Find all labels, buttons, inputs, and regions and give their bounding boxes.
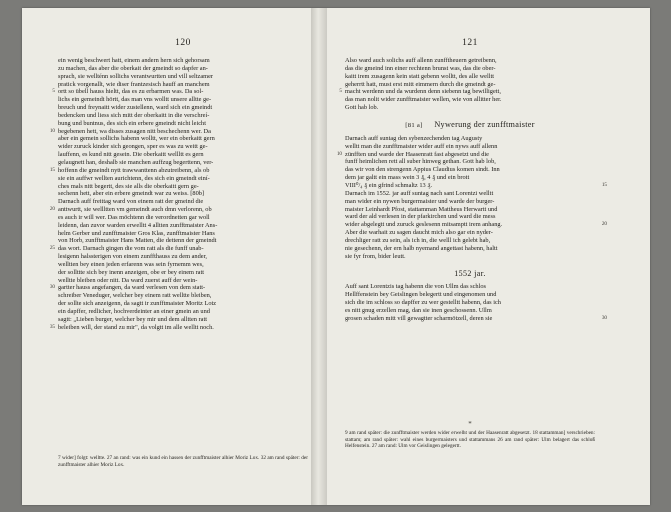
line-text: VIII⁰/₄ ₰ ein gfrind schmaltz 13 ₰. xyxy=(345,181,433,189)
text-line xyxy=(58,316,308,324)
text-line xyxy=(345,190,595,198)
text-line xyxy=(345,135,595,143)
text-line xyxy=(58,237,308,245)
line-text: funff heimlichen rett all suber hinweg gethan. Gott hab lob, xyxy=(345,158,496,166)
line-text: kaitt irem zusagenn kein statt gebenn wolltt, des alle welltt xyxy=(345,72,495,80)
line-text: Darnach auff suntag den sybenzechenden tag Augusty xyxy=(345,134,483,142)
line-number-right: 15 xyxy=(601,181,607,188)
line-number: 10 xyxy=(336,150,342,157)
text-line xyxy=(58,230,308,238)
text-line xyxy=(345,166,595,174)
text-line xyxy=(58,81,308,89)
line-text: begebenen hett, wa disses zusagen nitt beschechenn wer. Da xyxy=(58,127,211,135)
line-text: der sollte sich anzeigenn, da sagtt ir zunfftmaister Moritz Lotz xyxy=(58,300,217,308)
text-line xyxy=(345,221,607,229)
text-line xyxy=(58,183,308,191)
text-line xyxy=(345,158,595,166)
text-line xyxy=(58,151,308,159)
line-text: das wir von den strengenn Appius Claudius komen sindt. Inn xyxy=(345,166,500,174)
text-line xyxy=(345,307,595,315)
line-text: sprach, sie wellténn sollichs verantwurtten und vill seltzamer xyxy=(58,72,214,80)
text-line xyxy=(345,73,595,81)
line-text: leidenn, dan zuvor warden erwelltt 4 alltten zunfftmaister Ans- xyxy=(58,221,218,229)
text-line xyxy=(49,284,308,292)
text-line xyxy=(58,73,308,81)
line-text: Darnach auff freittag ward von einem ratt der gmeind die xyxy=(58,198,204,206)
text-line xyxy=(49,127,308,136)
text-line xyxy=(345,291,595,299)
line-text: lichs ein gemeindt hörtt, das man vns wolltt unsere alltte ge- xyxy=(58,96,212,104)
line-text: pratick vorgenallt, wie diser frantzesisch hauff an manchem xyxy=(58,80,210,88)
text-line xyxy=(345,96,595,104)
text-line xyxy=(336,150,595,159)
line-text: das die gmeind inn einer rechtenn brunst was, das die ober- xyxy=(345,64,496,72)
text-line xyxy=(345,198,595,206)
line-text: ches mals nitt begertt, des sie alls die oberkaitt gern ge- xyxy=(58,182,199,190)
line-text: lauffenn, es kund nitt gesein. Die oberkaitt wellltt es gern xyxy=(58,151,204,159)
right-page-column xyxy=(336,38,607,323)
right-page-body-bottom xyxy=(345,283,607,322)
text-line xyxy=(58,222,308,230)
year-heading: 1552 jar. xyxy=(454,269,486,279)
line-text: schreiber Veneduger, welcher bey einem ratt welltte bleiben, xyxy=(58,292,212,300)
line-text: gelaugnett han, deshalb sie manchen auffzug begerttenn, ver- xyxy=(58,158,214,166)
line-text: ward der ald verlesen in der pfarkirchen und ward die mess xyxy=(345,213,496,221)
line-text: Aber die warhait zu sagen daucht mich also gar ein nyder- xyxy=(345,229,493,237)
line-text: lesigenn halssterigen von einem zunffthauss zu dem ander, xyxy=(58,253,208,261)
text-line xyxy=(58,159,308,167)
text-line xyxy=(58,269,308,277)
left-page-body xyxy=(49,57,308,332)
text-line xyxy=(58,65,308,73)
line-text: breuch und freynaitt wider zustellenn, ward sich ein gmeindt xyxy=(58,104,213,112)
section-title: Nywerung der zunfftmaister xyxy=(434,119,535,129)
line-number: 35 xyxy=(49,323,55,330)
text-line xyxy=(345,213,595,221)
line-text: drechliger ratt zu sein, als ich in, die welll ich gelebt hab, xyxy=(345,236,491,244)
line-text: dem jar galtt ein mass wein 3 ₰, 4 ₰ und ein brott xyxy=(345,174,470,182)
text-line xyxy=(49,245,308,253)
line-text: zünfften und warde der Haasenratt fast abgesetzt und die xyxy=(345,150,489,158)
line-text: helm Gerber und zunfftmaister Gros Klas, zunfftmaister Hans xyxy=(58,229,215,237)
line-text: es auch ir will wer. Das möchtenn die verordnetten gar woll xyxy=(58,213,210,221)
line-text: ein dapffer, redlicher, hochverdeinter an einer gmein an und xyxy=(58,308,210,315)
line-text: man wider ein nywen burgermaister und warde der burger- xyxy=(345,197,495,205)
text-line xyxy=(49,166,308,175)
left-page-footnotes: 7 wider] folgt: welltte. 27 an rand: was ein kund ein hassen der zunfftmaister alhier Moriz Lox. 32 am rand später: der zunfftmaister alhier Moriz Lox. xyxy=(58,455,308,468)
left-page-folio: 120 xyxy=(175,38,191,48)
text-line xyxy=(58,120,308,128)
line-text: ein wenig beschwert hatt, einem andern hern sich gehorsam xyxy=(58,57,210,64)
line-text: es nitt gnug erzellen mag, dan sie inen geschossenn. Ullm xyxy=(345,306,492,314)
line-text: grosen schaden mitt vill gewagtter scharmötzell, deren sie xyxy=(345,314,493,322)
section-marker: [81 a] xyxy=(405,121,423,129)
line-text: Darnach im 1552. jar auff suntag nach sant Lorentzi welltt xyxy=(345,189,494,197)
text-line xyxy=(58,277,308,285)
text-line xyxy=(58,214,308,222)
line-number-right: 20 xyxy=(601,221,607,228)
line-number: 10 xyxy=(49,127,55,134)
text-line xyxy=(345,181,607,190)
text-line xyxy=(58,198,308,206)
line-text: sie fyr from, bider leutt. xyxy=(345,252,406,260)
line-text: geherrtt hatt, must erst mitt eimmern durch die gmeindt ge- xyxy=(345,80,496,88)
text-line xyxy=(339,88,595,96)
section-heading xyxy=(345,120,595,129)
line-text: sie ein auffwr wellten aurichtenn, des sich ein gmeindt einí- xyxy=(58,174,210,182)
text-line xyxy=(58,300,308,308)
line-text: bedencken und liess sich mitt der oberkaitt in die verschreí- xyxy=(58,111,210,119)
right-page-body-top xyxy=(339,57,595,112)
line-text: hoffenn die gmeindt nytt trawwanttenn abzutreibenn, als ob xyxy=(58,166,210,174)
line-text: sechenn hett, aber ein erbere gmeindt war zu weiss. [80b] xyxy=(58,190,205,198)
text-line xyxy=(58,261,308,269)
line-text: ortt so übell hauss hieltt, das es zu erbarmen was. Da sol- xyxy=(58,88,204,96)
line-text: gartter hauss angefangen, da ward verlesen von dem statt- xyxy=(58,284,206,292)
text-line xyxy=(345,104,595,112)
line-number: 20 xyxy=(49,206,55,213)
text-line xyxy=(58,143,308,151)
right-page-body-mid xyxy=(336,134,607,261)
line-text: das wort. Darnach gingen die vom ratt als die funff unab- xyxy=(58,245,204,253)
line-text: aber ein gemein sollichs habenn wolltt, wer ein oberkaitt gern xyxy=(58,135,215,143)
line-text: Auff sant Lorentzis tag habenn die von Ullm das schlos xyxy=(345,283,487,291)
text-line xyxy=(58,308,308,316)
line-text: der sollttte sich bey inenn anzeigen, obe er bey einem ratt xyxy=(58,268,205,276)
line-text: sich die im schloss so dapffer zu wer gestelltt habenn, das ich xyxy=(345,299,501,307)
line-text: beleiben will, der stand zu mir", da volgtt im alle welltt noch. xyxy=(58,323,214,331)
line-text: anttwurtt, sie wellltten vm gemeindt auch dmn verlorenn, ob xyxy=(58,206,212,214)
line-number: 30 xyxy=(49,284,55,291)
text-line xyxy=(58,57,308,65)
text-line xyxy=(345,314,607,323)
text-line xyxy=(345,65,595,73)
text-line xyxy=(58,253,308,261)
text-line xyxy=(58,292,308,300)
text-line xyxy=(345,299,595,307)
text-line xyxy=(58,175,308,183)
line-text: von Horb, zunfftmaister Hans Matten, die dettenn der gmeindt xyxy=(58,237,217,245)
line-text: Hellffenstein bey Geislingen belegertt und eingenomen und xyxy=(345,291,497,299)
text-line xyxy=(58,104,308,112)
line-text: nie gesechenn, der ern halb nyemand angettast habenn, haltt xyxy=(345,244,498,252)
footnote-separator-asterisk: * xyxy=(468,420,472,428)
left-page-column xyxy=(49,38,308,332)
text-line xyxy=(58,112,308,120)
line-text: Also ward auch solichs auff allenn zunfftheuern getreibenn, xyxy=(345,57,497,64)
text-line xyxy=(345,57,595,65)
text-line xyxy=(345,206,595,214)
right-page-folio: 121 xyxy=(462,38,478,48)
text-line xyxy=(58,190,308,198)
text-line xyxy=(345,237,595,245)
line-text: sagtt: „Lieben burger, welcher bey mir und dem alltten ratt xyxy=(58,315,208,323)
text-line xyxy=(49,206,308,214)
line-text: welltten bey einen jeden erfarenn was sein fyrnemm wes, xyxy=(58,260,204,268)
line-number: 25 xyxy=(49,245,55,252)
line-text: welltt man die zunfftmaister wider auff ein nyws auff allenn xyxy=(345,142,498,150)
text-line xyxy=(345,283,595,291)
line-text: bung und buntnus, des sich ein erbere gmeindt nicht leicht xyxy=(58,119,206,127)
line-text: Gott hab lob. xyxy=(345,104,379,112)
line-number-right: 30 xyxy=(601,314,607,321)
text-line xyxy=(52,88,308,96)
text-line xyxy=(345,253,595,261)
line-number: 5 xyxy=(52,88,55,95)
right-page-footnotes: 9 am rand später: die zunfftmaister werden wider erwelht und der Haasenratt abgesetzt. 18 stattamman] verschrieben: stattam; am rand später: wahl eines burgermaisters und stattammans 26 am rand später: Ulm belagert das schloß Helfenstein. 27 am rand: Ulm vor Geislingen gelegertt. xyxy=(345,430,595,449)
text-line xyxy=(345,81,595,89)
line-number: 15 xyxy=(49,166,55,173)
line-text: wider zuruck kinder sich geongen, sper es was zu weitt ge- xyxy=(58,143,208,151)
text-line xyxy=(345,245,595,253)
text-line xyxy=(345,174,595,182)
text-line xyxy=(58,135,308,143)
line-text: wider abgelegtt und zuruck geslesenn mitsamptt irem anhang. xyxy=(345,221,503,229)
text-line xyxy=(49,323,308,332)
text-line xyxy=(345,229,595,237)
text-line xyxy=(345,143,595,151)
line-text: das man nolit wider zunfftmaister wellen, wie von allitter her. xyxy=(345,96,502,104)
line-text: macht werdenn und da wurdenn denn siebenn tag bewilligett, xyxy=(345,88,501,96)
line-number: 5 xyxy=(339,88,342,95)
line-text: welltte bleiben oder nitt. Da ward zuerst auff der wein- xyxy=(58,276,198,284)
line-text: zu machen, das aber die oberkait der gmeindt so dapfer an- xyxy=(58,64,208,72)
book-gutter-shadow xyxy=(311,8,327,505)
line-text: maister Leinhardt Pfost, stattamman Mattheus Herwartt und xyxy=(345,205,498,213)
text-line xyxy=(58,96,308,104)
